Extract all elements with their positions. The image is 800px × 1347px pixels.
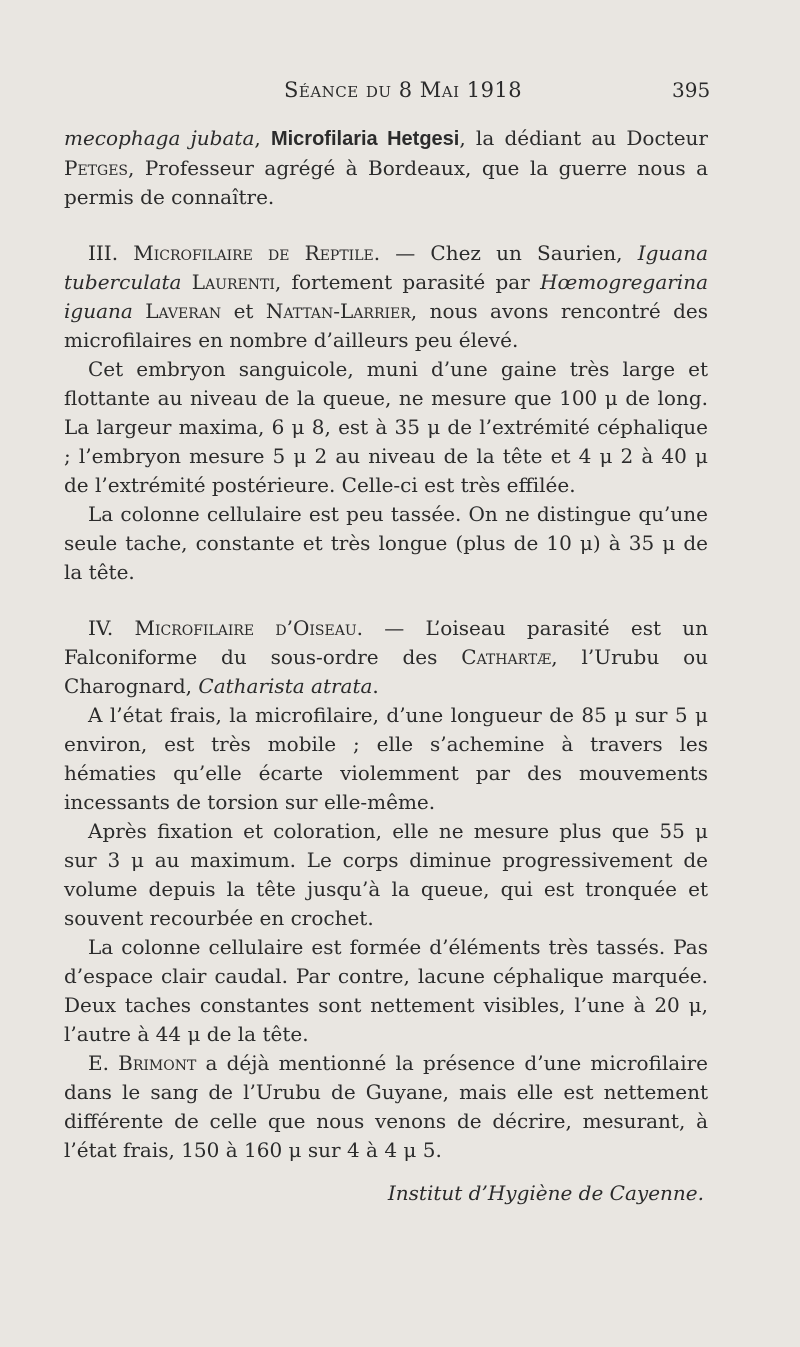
parasite-name: Hœmogregarina iguana bbox=[64, 270, 709, 323]
species-name: Iguana tuberculata bbox=[64, 241, 709, 294]
paragraph-cellular-column-bird: La colonne cellulaire est formée d’éléments très tassés. Pas d’espace clair caudal. Par contre, lacune céphalique marquée. Deux taches constantes sont nettement visibles, l’une à 20 μ, l’autre à 44 μ de la tête. bbox=[64, 935, 708, 1046]
paragraph-text: a déjà mentionné la présence d’une microfilaire dans le sang de l’Urubu de Guyane, mais elle est nettement différente de celle que nous venons de décrire, mesurant, à l’état frais, 150 à 160 μ sur 4 à 4 μ 5. bbox=[64, 1051, 708, 1162]
punctuation: , bbox=[254, 126, 261, 150]
species-name: Catharista atrata bbox=[198, 674, 373, 698]
paragraph-text: , la dédiant au Docteur bbox=[459, 126, 708, 150]
section-numeral: IV. bbox=[88, 616, 114, 640]
running-header bbox=[0, 78, 800, 112]
author-name: Brimont bbox=[118, 1051, 197, 1075]
paragraph-text: , l’Urubu ou Charognard, bbox=[64, 645, 708, 698]
paragraph-text: , Professeur agrégé à Bordeaux, que la guerre nous a permis de connaître. bbox=[64, 156, 708, 209]
paragraph-fresh-state: A l’état frais, la microfilaire, d’une longueur de 85 μ sur 5 μ environ, est très mobile ; elle s’achemine à travers les hématies qu’elle écarte violemment par des mouvements incessants de torsion sur elle-même. bbox=[64, 703, 708, 814]
section-iv-bird bbox=[64, 614, 708, 701]
section-heading: Microfilaire de Reptile bbox=[133, 241, 374, 265]
paragraph-text: . — L’oiseau parasité est un Falconiforme du sous-ordre des bbox=[64, 616, 708, 669]
section-iii-reptile bbox=[64, 239, 708, 355]
paragraph-text: , fortement parasité par bbox=[274, 270, 530, 294]
paragraph-fixation: Après fixation et coloration, elle ne mesure plus que 55 μ sur 3 μ au maximum. Le corps diminue progressivement de volume depuis la tête jusqu’à la queue, qui est tronquée et souvent recourbée en crochet. bbox=[64, 819, 708, 930]
paragraph-embryo-measurements: Cet embryon sanguicole, muni d’une gaine très large et flottante au niveau de la queue, ne mesure que 100 μ de long. La largeur maxima, 6 μ 8, est à 35 μ de l’extrémité céphalique ; l’embryon mesure 5 μ 2 au niveau de la tête et 4 μ 2 à 40 μ de l’extrémité postérieure. Celle-ci est très effilée. bbox=[64, 357, 708, 497]
section-heading: Microfilaire d’Oiseau bbox=[134, 616, 357, 640]
person-name: Petges bbox=[64, 156, 129, 180]
species-name: mecophaga jubata bbox=[64, 126, 255, 150]
page-number: 395 bbox=[672, 78, 711, 102]
author-name: Laurenti bbox=[191, 270, 275, 294]
punctuation: . bbox=[372, 674, 379, 698]
body-text bbox=[64, 124, 708, 1208]
new-species-name: Microfilaria Hetgesi bbox=[270, 128, 460, 150]
author-name: Laveran bbox=[145, 299, 222, 323]
author-name: Nattan-Larrier bbox=[265, 299, 411, 323]
running-title: Séance du 8 Mai 1918 bbox=[284, 78, 523, 102]
institution-signature: Institut d’Hygiène de Cayenne. bbox=[387, 1181, 704, 1205]
paragraph-microfilaria-hetgesi bbox=[64, 124, 708, 212]
section-numeral: III. bbox=[88, 241, 119, 265]
initial: E. bbox=[88, 1051, 109, 1075]
paragraph-text: et bbox=[233, 299, 254, 323]
paragraph-brimont bbox=[64, 1049, 708, 1165]
paragraph-text: , nous avons rencontré des microfilaires en nombre d’ailleurs peu élevé. bbox=[64, 299, 709, 352]
paragraph-cellular-column: La colonne cellulaire est peu tassée. On ne distingue qu’une seule tache, constante et très longue (plus de 10 μ) à 35 μ de la tête. bbox=[64, 502, 708, 584]
paragraph-text: . — Chez un Saurien, bbox=[373, 241, 623, 265]
taxon-group: Cathartæ bbox=[461, 645, 552, 669]
